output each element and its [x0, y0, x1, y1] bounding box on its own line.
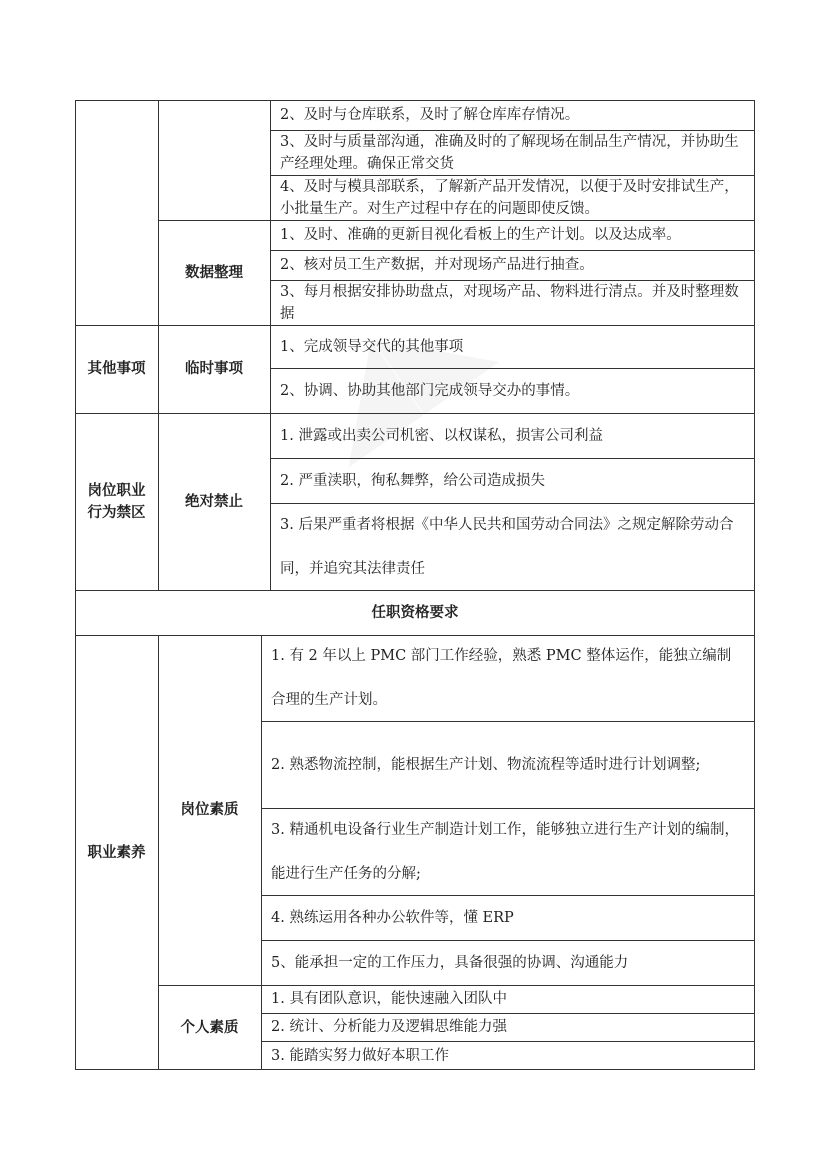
row-label-data-sorting: 数据整理 [185, 263, 243, 281]
list-item: 4. 熟练运用各种办公软件等，懂 ERP [271, 909, 514, 926]
list-item: 1. 具有团队意识，能快速融入团队中 [271, 991, 507, 1007]
list-item: 1. 有 2 年以上 PMC 部门工作经验，熟悉 PMC 整体运作，能独立编制合理的生产计划。 [271, 648, 732, 708]
list-item: 3. 后果严重者将根据《中华人民共和国劳动合同法》之规定解除劳动合同，并追究其法律责任 [280, 516, 734, 577]
list-item: 2. 严重渎职，徇私舞弊，给公司造成损失 [280, 472, 545, 489]
list-item: 1、完成领导交代的其他事项 [280, 338, 464, 355]
list-item: 5、能承担一定的工作压力，具备很强的协调、沟通能力 [271, 954, 629, 971]
row-label-forbidden: 绝对禁止 [185, 492, 243, 510]
list-item: 3、及时与质量部沟通，准确及时的了解现场在制品生产情况，并协助生产经理处理。确保正常交货 [280, 133, 739, 172]
row-label-personal-quality: 个人素质 [180, 1018, 239, 1036]
row-label-temporary: 临时事项 [185, 360, 243, 377]
responsibility-table [75, 100, 755, 1070]
category-forbidden: 岗位职业行为禁区 [87, 481, 146, 521]
list-item: 4、及时与模具部联系，了解新产品开发情况，以便于及时安排试生产，小批量生产。对生产过程中存在的问题即使反馈。 [280, 178, 739, 217]
list-item: 2、及时与仓库联系，及时了解仓库库存情况。 [280, 107, 580, 123]
list-item: 1. 泄露或出卖公司机密、以权谋私，损害公司利益 [280, 427, 603, 444]
category-other: 其他事项 [87, 360, 146, 377]
list-item: 3. 能踏实努力做好本职工作 [271, 1047, 449, 1064]
list-item: 2、核对员工生产数据，并对现场产品进行抽查。 [280, 257, 594, 273]
list-item: 2、协调、协助其他部门完成领导交办的事情。 [280, 382, 580, 399]
list-item: 3. 精通机电设备行业生产制造计划工作，能够独立进行生产计划的编制，能进行生产任务的分解; [271, 821, 739, 882]
list-item: 3、每月根据安排协助盘点，对现场产品、物料进行清点。并及时整理数据 [280, 283, 739, 322]
list-item: 2. 熟悉物流控制，能根据生产计划、物流流程等适时进行计划调整; [271, 756, 701, 773]
list-item: 1、及时、准确的更新目视化看板上的生产计划。以及达成率。 [280, 227, 681, 243]
section-title: 任职资格要求 [371, 603, 459, 621]
category-professional: 职业素养 [87, 843, 146, 861]
list-item: 2. 统计、分析能力及逻辑思维能力强 [271, 1019, 507, 1035]
row-label-post-quality: 岗位素质 [180, 801, 239, 818]
